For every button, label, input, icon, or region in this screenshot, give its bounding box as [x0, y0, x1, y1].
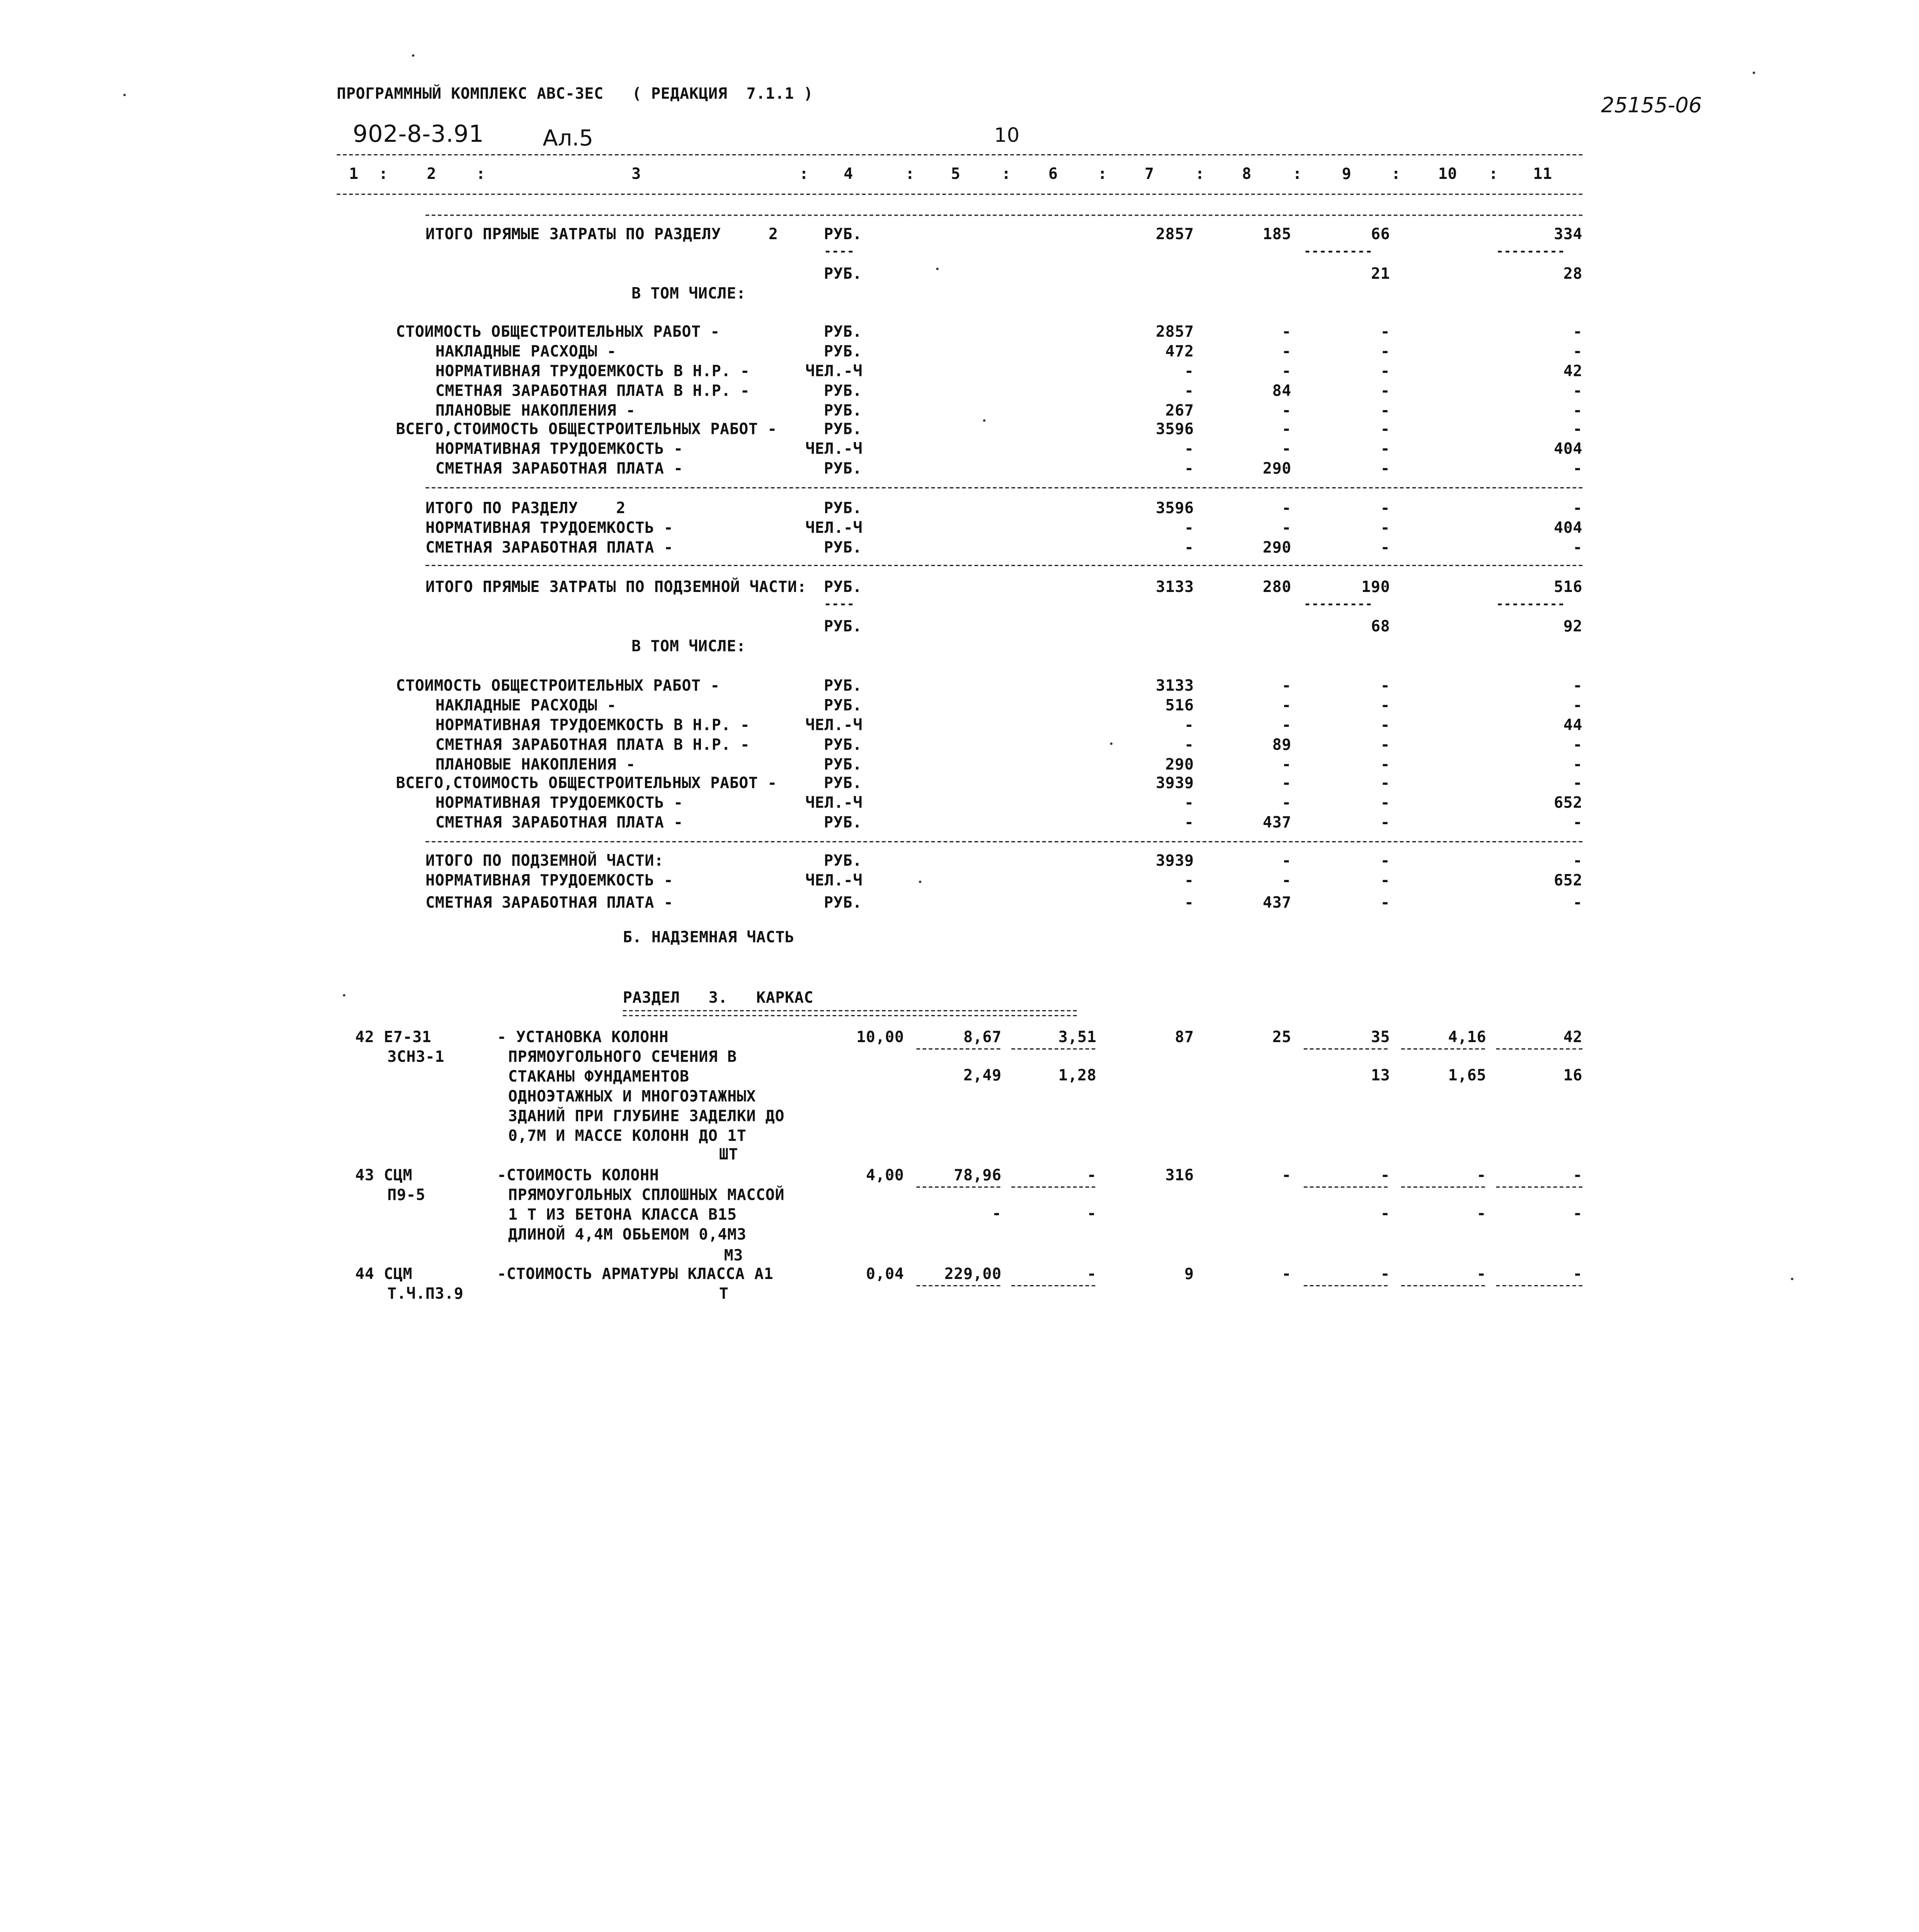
- row-label: ВСЕГО,СТОИМОСТЬ ОБЩЕСТРОИТЕЛЬНЫХ РАБОТ -: [396, 773, 777, 792]
- row-value-c11: 652: [1554, 793, 1583, 812]
- row-value-c11: -: [1573, 322, 1583, 340]
- row-value-c9: -: [1380, 342, 1390, 361]
- item-description-line: ЗДАНИЙ ПРИ ГЛУБИНЕ ЗАДЕЛКИ ДО: [508, 1106, 785, 1125]
- item-description-line: 0,7М И МАССЕ КОЛОНН ДО 1Т: [508, 1126, 747, 1145]
- row-value-c9: -: [1380, 361, 1390, 380]
- row-label: ПЛАНОВЫЕ НАКОПЛЕНИЯ -: [435, 401, 636, 420]
- row-value-c8: -: [1282, 342, 1291, 361]
- row-value-c9: -: [1380, 851, 1390, 870]
- row-value-c11: -: [1573, 813, 1583, 832]
- row-value-c11: -: [1573, 459, 1583, 478]
- row-label: СМЕТНАЯ ЗАРАБОТНАЯ ПЛАТА В Н.Р. -: [435, 735, 750, 754]
- item-value-c11b: -: [1573, 1204, 1583, 1223]
- row-value-c11: -: [1573, 851, 1583, 870]
- item-code-secondary: Т.Ч.П3.9: [387, 1284, 464, 1303]
- item-value-c10b: -: [1477, 1204, 1487, 1223]
- row-value-c11: 652: [1554, 871, 1583, 889]
- row-unit: РУБ.: [824, 342, 862, 361]
- row-value-c9: -: [1380, 793, 1390, 812]
- row-value-c11: 42: [1563, 361, 1583, 380]
- col-num-10: 10: [1438, 164, 1457, 183]
- row-unit: РУБ.: [824, 401, 862, 420]
- row-value-c9: -: [1380, 459, 1390, 478]
- row-label: СМЕТНАЯ ЗАРАБОТНАЯ ПЛАТА -: [435, 459, 683, 478]
- row-value-c7: -: [1184, 361, 1194, 380]
- row-value-c7: 2857: [1156, 224, 1194, 243]
- row-value-c9: -: [1380, 715, 1390, 734]
- row-value-c9: 68: [1371, 616, 1390, 635]
- row-value-c11: -: [1573, 381, 1583, 400]
- row-unit: РУБ.: [824, 755, 862, 774]
- item-value-c9: -: [1380, 1165, 1390, 1184]
- item-value-c11b: 16: [1563, 1065, 1583, 1084]
- item-value-c7: 87: [1175, 1027, 1194, 1046]
- row-label: НОРМАТИВНАЯ ТРУДОЕМКОСТЬ В Н.Р. -: [435, 361, 750, 380]
- item-description-line: ДЛИНОЙ 4,4М ОБЬЕМОМ 0,4М3: [508, 1225, 747, 1243]
- row-value-c11: -: [1573, 498, 1583, 517]
- row-label: ИТОГО ПО РАЗДЕЛУ 2: [425, 498, 626, 517]
- row-value-c8: -: [1282, 518, 1291, 537]
- row-value-c8: 290: [1262, 537, 1291, 556]
- row-value-c7: 3596: [1156, 498, 1194, 517]
- row-value-c7: 472: [1165, 342, 1194, 361]
- row-unit: РУБ.: [824, 264, 862, 282]
- row-value-c11: 28: [1563, 264, 1583, 282]
- row-value-c7: 3939: [1156, 851, 1194, 870]
- row-label: ИТОГО ПРЯМЫЕ ЗАТРАТЫ ПО ПОДЗЕМНОЙ ЧАСТИ:: [425, 577, 807, 596]
- row-value-c8: -: [1282, 676, 1291, 694]
- row-value-c11: 44: [1563, 715, 1583, 734]
- row-unit: ЧЕЛ.-Ч: [805, 871, 863, 889]
- row-value-c7: 3133: [1156, 577, 1194, 596]
- row-value-c7: -: [1184, 735, 1194, 754]
- item-value-c5: 8,67: [963, 1027, 1002, 1046]
- row-unit: РУБ.: [824, 616, 862, 635]
- row-value-c8: -: [1282, 755, 1291, 774]
- item-value-c8: -: [1282, 1165, 1291, 1184]
- item-value-c6: -: [1087, 1165, 1097, 1184]
- row-unit: ЧЕЛ.-Ч: [805, 361, 863, 380]
- row-label: ПЛАНОВЫЕ НАКОПЛЕНИЯ -: [435, 755, 636, 774]
- item-code: 43 СЦМ: [355, 1165, 413, 1184]
- row-value-c7: 2857: [1156, 322, 1194, 340]
- item-value-c6: -: [1087, 1264, 1097, 1283]
- estimate-sheet: ПРОГРАММНЫЙ КОМПЛЕКС АВС-3ЕС ( РЕДАКЦИЯ 7.1.1 ) 25155-06 902-8-3.91 Ал.5 10 1 2 3 4 5 6 7 8 9 10 11 : : : : : : : : : : ИТОГО ПРЯМЫЕ ЗАТРАТЫ ПО РАЗДЕЛУ 2 РУБ. 2857 185 66 334 РУБ. 21 28 СТОИМОСТЬ ОБЩЕСТРОИТЕЛЬНЫХ РАБОТ - РУБ. 2857 - - - НАКЛАДНЫЕ РАСХОДЫ - РУБ. 472 - - - НОРМАТИВНАЯ ТРУДОЕМКОСТЬ В Н.Р. - ЧЕЛ.-Ч - - - 42 СМЕТНАЯ ЗАРАБОТНАЯ ПЛАТА В Н.Р. - РУБ. - 84 - - ПЛАНОВЫЕ НАКОПЛЕНИЯ - РУБ. 267 - - - ВСЕГО,СТОИМОСТЬ ОБЩЕСТРОИТЕЛЬНЫХ РАБОТ - РУБ. 3596 - - - НОРМАТИВНАЯ ТРУДОЕМКОСТЬ - ЧЕЛ.-Ч - - - 404 СМЕТНАЯ ЗАРАБОТНАЯ ПЛАТА - РУБ. - 290 - - ИТОГО ПО РАЗДЕЛУ 2 РУБ. 3596 - - - НОРМАТИВНАЯ ТРУДОЕМКОСТЬ - ЧЕЛ.-Ч - - - 404 СМЕТНАЯ ЗАРАБОТНАЯ ПЛАТА - РУБ. - 290 - - ИТОГО ПРЯМЫЕ ЗАТРАТЫ ПО ПОДЗЕМНОЙ ЧАСТИ: РУБ. 3133 280 190 516 РУБ. 68 92 СТОИМОСТЬ ОБЩЕСТРОИТЕЛЬНЫХ РАБОТ - РУБ. 3133 - - - НАКЛАДНЫЕ РАСХОДЫ - РУБ. 516 - - - НОРМАТИВНАЯ ТРУДОЕМКОСТЬ В Н.Р. - ЧЕЛ.-Ч - - - 44 СМЕТНАЯ ЗАРАБОТНАЯ ПЛАТА В Н.Р. - РУБ. - 89 - - ПЛАНОВЫЕ НАКОПЛЕНИЯ - РУБ. 290 - - - ВСЕГО,СТОИМОСТЬ ОБЩЕСТРОИТЕЛЬНЫХ РАБОТ - РУБ. 3939 - - - НОРМАТИВНАЯ ТРУДОЕМКОСТЬ - ЧЕЛ.-Ч - - - 652 СМЕТНАЯ ЗАРАБОТНАЯ ПЛАТА - РУБ. - 437 - - ИТОГО ПО ПОДЗЕМНОЙ ЧАСТИ: РУБ. 3939 - - - НОРМАТИВНАЯ ТРУДОЕМКОСТЬ - ЧЕЛ.-Ч - - - 652 СМЕТНАЯ ЗАРАБОТНАЯ ПЛАТА - РУБ. - 437 - - ---- --------- --------- ---- --------- --------- В ТОМ ЧИСЛЕ: В ТОМ ЧИСЛЕ: Б. НАДЗЕМНАЯ ЧАСТЬ РАЗДЕЛ 3. КАРКАС 42 Е7-31 ЗСНЗ-1 - УСТАНОВКА КОЛОНН ПРЯМОУГОЛЬНОГО СЕЧЕНИЯ В СТАКАНЫ ФУНДАМЕНТОВ ОДНОЭТАЖНЫХ И МНОГОЭТАЖНЫХ ЗДАНИЙ ПРИ ГЛУБИНЕ ЗАДЕЛКИ ДО 0,7М И МАССЕ КОЛОНН ДО 1Т ШТ 10,00 8,67 3,51 87 25 35 4,16 42 2,49 1,28 13 1,65 16 43 СЦМ П9-5 -СТОИМОСТЬ КОЛОНН ПРЯМОУГОЛЬНЫХ СПЛОШНЫХ МАССОЙ 1 Т ИЗ БЕТОНА КЛАССА В15 ДЛИНОЙ 4,4М ОБЬЕМОМ 0,4М3 М3 4,00 78,96 - 316 - - - - - - - - - 44 СЦМ Т.Ч.П3.9 -СТОИМОСТЬ АРМАТУРЫ КЛАССА А1 Т 0,04 229,00 - 9 - - - -: [0, 0, 1919, 1932]
- row-unit: РУБ.: [824, 696, 862, 714]
- row-value-c11: -: [1573, 676, 1583, 694]
- row-value-c9: -: [1380, 498, 1390, 517]
- row-value-c7: -: [1184, 381, 1194, 400]
- row-label: НОРМАТИВНАЯ ТРУДОЕМКОСТЬ -: [435, 793, 683, 812]
- item-value-c9: -: [1380, 1264, 1390, 1283]
- row-value-c8: 89: [1272, 735, 1291, 754]
- item-description-line: ОДНОЭТАЖНЫХ И МНОГОЭТАЖНЫХ: [508, 1086, 756, 1105]
- row-value-c8: -: [1282, 419, 1291, 438]
- item-unit: М3: [724, 1245, 743, 1264]
- row-value-c11: -: [1573, 755, 1583, 774]
- row-value-c8: -: [1282, 871, 1291, 889]
- item-description-line: 1 Т ИЗ БЕТОНА КЛАССА В15: [508, 1205, 737, 1224]
- row-unit: РУБ.: [824, 851, 862, 870]
- col-num-6: 6: [1048, 164, 1058, 183]
- col-num-1: 1: [349, 164, 359, 183]
- row-unit: РУБ.: [824, 577, 862, 596]
- row-value-c9: -: [1380, 813, 1390, 832]
- row-value-c8: -: [1282, 361, 1291, 380]
- row-value-c7: 3133: [1156, 676, 1194, 694]
- row-value-c11: -: [1573, 735, 1583, 754]
- item-value-c5b: 2,49: [963, 1065, 1002, 1084]
- row-value-c7: 516: [1165, 696, 1194, 714]
- row-value-c8: -: [1282, 401, 1291, 420]
- row-label: НОРМАТИВНАЯ ТРУДОЕМКОСТЬ -: [425, 518, 674, 537]
- row-value-c7: -: [1184, 518, 1194, 537]
- doc-code: 902-8-3.91: [352, 121, 484, 148]
- row-label: СМЕТНАЯ ЗАРАБОТНАЯ ПЛАТА -: [425, 893, 674, 912]
- row-unit: ЧЕЛ.-Ч: [805, 439, 863, 458]
- item-value-c7: 9: [1184, 1264, 1194, 1283]
- row-value-c9: -: [1380, 322, 1390, 340]
- row-value-c9: -: [1380, 735, 1390, 754]
- row-unit: РУБ.: [824, 224, 862, 243]
- item-value-c11: 42: [1563, 1027, 1583, 1046]
- col-num-5: 5: [951, 164, 961, 183]
- item-description-line: -СТОИМОСТЬ КОЛОНН: [497, 1165, 659, 1184]
- row-label: НОРМАТИВНАЯ ТРУДОЕМКОСТЬ -: [425, 871, 674, 889]
- col-num-3: 3: [631, 164, 641, 183]
- rule-top: [337, 154, 1582, 155]
- row-unit: РУБ.: [824, 893, 862, 912]
- item-unit: Т: [719, 1284, 729, 1303]
- item-value-c7: 316: [1165, 1165, 1194, 1184]
- row-value-c8: -: [1282, 793, 1291, 812]
- row-value-c8: 437: [1262, 813, 1291, 832]
- row-value-c9: 66: [1371, 224, 1390, 243]
- program-header: ПРОГРАММНЫЙ КОМПЛЕКС АВС-3ЕС ( РЕДАКЦИЯ 7.1.1 ): [337, 84, 813, 102]
- row-value-c8: -: [1282, 773, 1291, 792]
- row-value-c11: 404: [1554, 518, 1583, 537]
- item-value-c10: -: [1477, 1165, 1487, 1184]
- item-description-line: ПРЯМОУГОЛЬНЫХ СПЛОШНЫХ МАССОЙ: [508, 1185, 785, 1204]
- row-value-c11: -: [1573, 893, 1583, 912]
- stamp-number: 25155-06: [1601, 94, 1702, 119]
- row-label: НАКЛАДНЫЕ РАСХОДЫ -: [435, 342, 617, 361]
- row-value-c8: 437: [1262, 893, 1291, 912]
- row-label: СМЕТНАЯ ЗАРАБОТНАЯ ПЛАТА -: [435, 813, 683, 832]
- row-value-c9: -: [1380, 871, 1390, 889]
- item-unit: ШТ: [719, 1144, 738, 1163]
- row-value-c9: -: [1380, 893, 1390, 912]
- row-value-c8: 185: [1262, 224, 1291, 243]
- in-that-number-label: В ТОМ ЧИСЛЕ:: [631, 636, 746, 655]
- row-value-c7: 3939: [1156, 773, 1194, 792]
- item-description-line: - УСТАНОВКА КОЛОНН: [497, 1027, 669, 1046]
- row-value-c11: -: [1573, 401, 1583, 420]
- row-value-c7: -: [1184, 439, 1194, 458]
- item-value-c10: -: [1477, 1264, 1487, 1283]
- row-value-c7: -: [1184, 537, 1194, 556]
- item-value-c9b: 13: [1371, 1065, 1390, 1084]
- row-value-c11: -: [1573, 773, 1583, 792]
- in-that-number-label: В ТОМ ЧИСЛЕ:: [631, 284, 746, 302]
- row-value-c9: -: [1380, 773, 1390, 792]
- item-value-c11: -: [1573, 1165, 1583, 1184]
- row-value-c7: 290: [1165, 755, 1194, 774]
- row-label: СМЕТНАЯ ЗАРАБОТНАЯ ПЛАТА -: [425, 537, 674, 556]
- item-value-c4: 10,00: [856, 1027, 904, 1046]
- col-num-4: 4: [844, 164, 853, 183]
- row-value-c9: -: [1380, 381, 1390, 400]
- row-value-c9: -: [1380, 518, 1390, 537]
- row-value-c9: -: [1380, 676, 1390, 694]
- row-value-c11: -: [1573, 696, 1583, 714]
- item-value-c6b: 1,28: [1058, 1065, 1097, 1084]
- section-3-underline: [623, 1010, 1077, 1016]
- row-label: СТОИМОСТЬ ОБЩЕСТРОИТЕЛЬНЫХ РАБОТ -: [396, 676, 720, 694]
- item-value-c9b: -: [1380, 1204, 1390, 1223]
- row-label: СТОИМОСТЬ ОБЩЕСТРОИТЕЛЬНЫХ РАБОТ -: [396, 322, 720, 340]
- row-unit: РУБ.: [824, 537, 862, 556]
- row-label: ИТОГО ПРЯМЫЕ ЗАТРАТЫ ПО РАЗДЕЛУ 2: [425, 224, 778, 243]
- row-label: ВСЕГО,СТОИМОСТЬ ОБЩЕСТРОИТЕЛЬНЫХ РАБОТ -: [396, 419, 777, 438]
- row-value-c8: 280: [1262, 577, 1291, 596]
- row-label: НАКЛАДНЫЕ РАСХОДЫ -: [435, 696, 617, 714]
- col-num-2: 2: [427, 164, 437, 183]
- row-value-c9: -: [1380, 696, 1390, 714]
- section-3-heading: РАЗДЕЛ 3. КАРКАС: [623, 988, 814, 1007]
- row-label: НОРМАТИВНАЯ ТРУДОЕМКОСТЬ В Н.Р. -: [435, 715, 750, 734]
- item-code: 42 Е7-31: [355, 1027, 432, 1046]
- item-value-c8: -: [1282, 1264, 1291, 1283]
- row-value-c7: -: [1184, 793, 1194, 812]
- row-unit: РУБ.: [824, 773, 862, 792]
- page-number: 10: [994, 123, 1020, 147]
- row-value-c7: -: [1184, 871, 1194, 889]
- item-value-c4: 4,00: [866, 1165, 904, 1184]
- item-value-c9: 35: [1371, 1027, 1390, 1046]
- item-value-c10: 4,16: [1448, 1027, 1487, 1046]
- row-label: НОРМАТИВНАЯ ТРУДОЕМКОСТЬ -: [435, 439, 683, 458]
- row-value-c9: -: [1380, 419, 1390, 438]
- row-value-c11: 516: [1554, 577, 1583, 596]
- row-value-c8: -: [1282, 715, 1291, 734]
- row-value-c8: -: [1282, 498, 1291, 517]
- item-code-secondary: ЗСНЗ-1: [387, 1047, 445, 1066]
- sheet-label: Ал.5: [543, 126, 594, 152]
- row-unit: РУБ.: [824, 813, 862, 832]
- rule-section-start: [425, 214, 1582, 216]
- row-unit: РУБ.: [824, 498, 862, 517]
- row-value-c11: 334: [1554, 224, 1583, 243]
- row-value-c11: -: [1573, 419, 1583, 438]
- row-unit: РУБ.: [824, 735, 862, 754]
- row-value-c11: 404: [1554, 439, 1583, 458]
- item-value-c8: 25: [1272, 1027, 1291, 1046]
- item-description-line: -СТОИМОСТЬ АРМАТУРЫ КЛАССА А1: [497, 1264, 774, 1283]
- item-code: 44 СЦМ: [355, 1264, 413, 1283]
- item-value-c10b: 1,65: [1448, 1065, 1487, 1084]
- row-unit: ЧЕЛ.-Ч: [805, 793, 863, 812]
- row-value-c8: -: [1282, 322, 1291, 340]
- row-label: ИТОГО ПО ПОДЗЕМНОЙ ЧАСТИ:: [425, 851, 664, 870]
- item-value-c6: 3,51: [1058, 1027, 1097, 1046]
- item-value-c5: 78,96: [954, 1165, 1002, 1184]
- item-value-c4: 0,04: [866, 1264, 904, 1283]
- item-value-c5: 229,00: [944, 1264, 1002, 1283]
- rule-header-bottom: [337, 194, 1582, 195]
- item-description-line: ПРЯМОУГОЛЬНОГО СЕЧЕНИЯ В: [508, 1047, 737, 1066]
- row-label: СМЕТНАЯ ЗАРАБОТНАЯ ПЛАТА В Н.Р. -: [435, 381, 750, 400]
- col-num-7: 7: [1144, 164, 1154, 183]
- row-unit: РУБ.: [824, 676, 862, 694]
- row-value-c9: -: [1380, 755, 1390, 774]
- row-unit: РУБ.: [824, 381, 862, 400]
- row-value-c7: -: [1184, 813, 1194, 832]
- item-value-c11: -: [1573, 1264, 1583, 1283]
- row-unit: ЧЕЛ.-Ч: [805, 715, 863, 734]
- row-value-c7: -: [1184, 893, 1194, 912]
- row-value-c11: -: [1573, 342, 1583, 361]
- row-value-c8: 84: [1272, 381, 1291, 400]
- row-value-c9: -: [1380, 401, 1390, 420]
- item-description-line: СТАКАНЫ ФУНДАМЕНТОВ: [508, 1066, 689, 1085]
- row-value-c8: 290: [1262, 459, 1291, 478]
- col-num-8: 8: [1242, 164, 1252, 183]
- row-value-c9: 190: [1361, 577, 1390, 596]
- row-value-c8: -: [1282, 696, 1291, 714]
- row-value-c8: -: [1282, 851, 1291, 870]
- col-num-9: 9: [1342, 164, 1352, 183]
- row-value-c7: -: [1184, 459, 1194, 478]
- item-value-c5b: -: [992, 1204, 1002, 1223]
- row-unit: РУБ.: [824, 459, 862, 478]
- row-value-c7: -: [1184, 715, 1194, 734]
- row-unit: ЧЕЛ.-Ч: [805, 518, 863, 537]
- item-code-secondary: П9-5: [387, 1185, 425, 1204]
- row-value-c8: -: [1282, 439, 1291, 458]
- row-unit: РУБ.: [824, 419, 862, 438]
- row-value-c7: 267: [1165, 401, 1194, 420]
- row-value-c7: 3596: [1156, 419, 1194, 438]
- col-num-11: 11: [1533, 164, 1552, 183]
- row-value-c9: 21: [1371, 264, 1390, 282]
- part-b-heading: Б. НАДЗЕМНАЯ ЧАСТЬ: [623, 927, 794, 946]
- row-value-c11: -: [1573, 537, 1583, 556]
- row-unit: РУБ.: [824, 322, 862, 340]
- row-value-c9: -: [1380, 537, 1390, 556]
- item-value-c6b: -: [1087, 1204, 1097, 1223]
- row-value-c11: 92: [1563, 616, 1583, 635]
- row-value-c9: -: [1380, 439, 1390, 458]
